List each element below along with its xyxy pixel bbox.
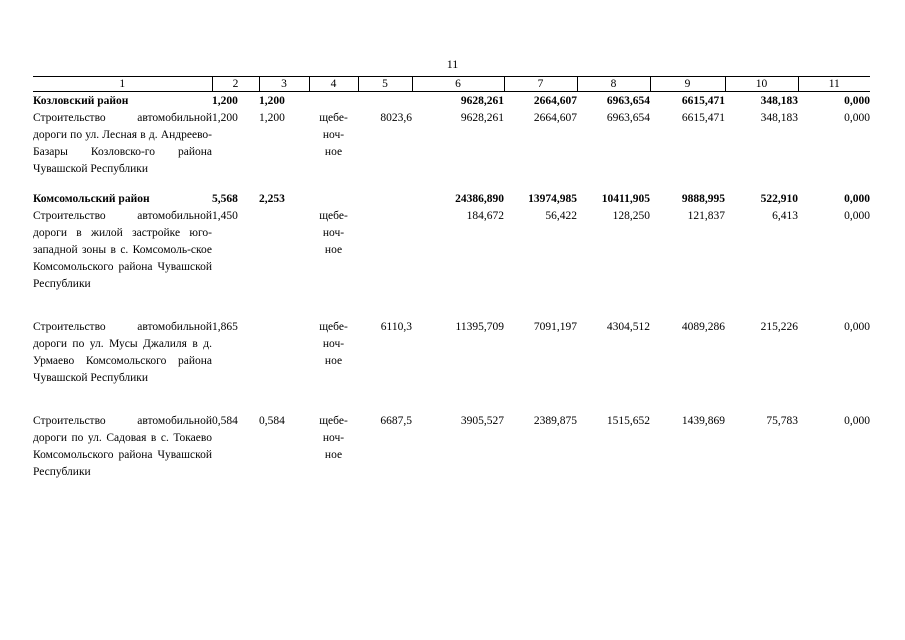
cell: 10411,905 (601, 193, 650, 205)
spacer-row (33, 178, 870, 190)
cell: 6110,3 (380, 321, 412, 333)
project-name: Строительство автомобильной дороги по ул. Мусы Джалиля в д. Урмаево Комсомольского района Чувашской Республики (33, 321, 212, 384)
cell: 348,183 (760, 95, 798, 107)
cell: 0,000 (844, 415, 870, 427)
cell (259, 208, 309, 293)
cell: 8023,6 (380, 112, 412, 124)
project-name: Строительство автомобильной дороги в жилой застройке юго-западной зоны в с. Комсомоль-ское Комсомольского района Чувашской Республики (33, 210, 212, 290)
cell: 5,568 (212, 193, 238, 205)
column-header: 2 (212, 77, 259, 92)
project-row (33, 413, 870, 481)
spacer (33, 178, 870, 190)
column-header: 7 (504, 77, 577, 92)
surface-text: ноч- (322, 227, 345, 239)
cell: 2664,607 (533, 95, 577, 107)
column-header: 1 (33, 77, 212, 92)
cell: 2,253 (259, 193, 285, 205)
cell: 128,250 (612, 210, 650, 222)
column-header: 10 (725, 77, 798, 92)
surface-type (309, 208, 358, 293)
cell: 6,413 (772, 210, 798, 222)
surface-text: ное (324, 244, 343, 256)
cell: 0,000 (844, 193, 870, 205)
cell: 1,200 (212, 95, 238, 107)
cell: 9628,261 (460, 112, 504, 124)
cell: 0,584 (259, 415, 285, 427)
cell (309, 92, 358, 111)
header-row (33, 77, 870, 92)
column-header: 5 (358, 77, 412, 92)
budget-table (33, 76, 870, 481)
cell: 0,000 (844, 321, 870, 333)
project-name: Строительство автомобильной дороги по ул. Садовая в с. Токаево Комсомольского района Чувашской Республики (33, 415, 212, 478)
surface-text: ноч- (322, 338, 345, 350)
cell: 1515,652 (606, 415, 650, 427)
column-header: 11 (798, 77, 870, 92)
cell: 184,672 (466, 210, 504, 222)
cell: 0,000 (844, 95, 870, 107)
cell: 1,865 (212, 321, 238, 333)
cell: 6615,471 (681, 95, 725, 107)
spacer (33, 293, 870, 319)
cell: 4089,286 (681, 321, 725, 333)
cell: 0,000 (844, 112, 870, 124)
cell: 11395,709 (455, 321, 504, 333)
project-row (33, 319, 870, 387)
surface-text: ноч- (322, 129, 345, 141)
cell: 75,783 (766, 415, 798, 427)
cell: 1,200 (212, 112, 238, 124)
surface-text: ное (324, 449, 343, 461)
cell (259, 319, 309, 387)
surface-type (309, 319, 358, 387)
cell: 13974,985 (528, 193, 577, 205)
cell: 7091,197 (533, 321, 577, 333)
spacer-row (33, 293, 870, 319)
column-header: 8 (577, 77, 650, 92)
cell: 6615,471 (681, 112, 725, 124)
surface-type (309, 110, 358, 178)
district-name: Комсомольский район (33, 193, 150, 205)
surface-text: ное (324, 355, 343, 367)
column-header: 6 (412, 77, 504, 92)
cell (309, 190, 358, 208)
cell (358, 208, 412, 293)
surface-text: щебе- (319, 210, 348, 222)
cell: 1,200 (259, 95, 285, 107)
column-header: 3 (259, 77, 309, 92)
district-row-komsomolsky (33, 190, 870, 208)
cell: 1439,869 (681, 415, 725, 427)
surface-type (309, 413, 358, 481)
cell (358, 190, 412, 208)
cell (358, 92, 412, 111)
district-name: Козловский район (33, 95, 129, 107)
project-row (33, 110, 870, 178)
surface-text: ное (324, 146, 343, 158)
spacer-row (33, 387, 870, 413)
cell: 215,226 (760, 321, 798, 333)
cell: 4304,512 (606, 321, 650, 333)
cell: 2389,875 (533, 415, 577, 427)
spacer (33, 387, 870, 413)
surface-text: щебе- (319, 415, 348, 427)
cell: 522,910 (760, 193, 798, 205)
page-number: 11 (446, 57, 459, 71)
cell: 56,422 (545, 210, 577, 222)
project-row (33, 208, 870, 293)
cell: 2664,607 (533, 112, 577, 124)
cell: 9888,995 (681, 193, 725, 205)
cell: 1,450 (212, 210, 238, 222)
cell: 6963,654 (606, 95, 650, 107)
surface-text: щебе- (319, 321, 348, 333)
cell: 6963,654 (606, 112, 650, 124)
cell: 348,183 (760, 112, 798, 124)
cell: 1,200 (259, 112, 285, 124)
district-row-kozlovsky (33, 92, 870, 111)
surface-text: щебе- (319, 112, 348, 124)
cell: 24386,890 (455, 193, 504, 205)
column-header: 4 (309, 77, 358, 92)
project-name: Строительство автомобильной дороги по ул. Лесная в д. Андреево-Базары Козловско-го района Чувашской Республики (33, 112, 212, 175)
cell: 9628,261 (460, 95, 504, 107)
column-header: 9 (650, 77, 725, 92)
cell: 0,000 (844, 210, 870, 222)
cell: 121,837 (687, 210, 725, 222)
cell: 3905,527 (460, 415, 504, 427)
cell: 6687,5 (380, 415, 412, 427)
cell: 0,584 (212, 415, 238, 427)
surface-text: ноч- (322, 432, 345, 444)
